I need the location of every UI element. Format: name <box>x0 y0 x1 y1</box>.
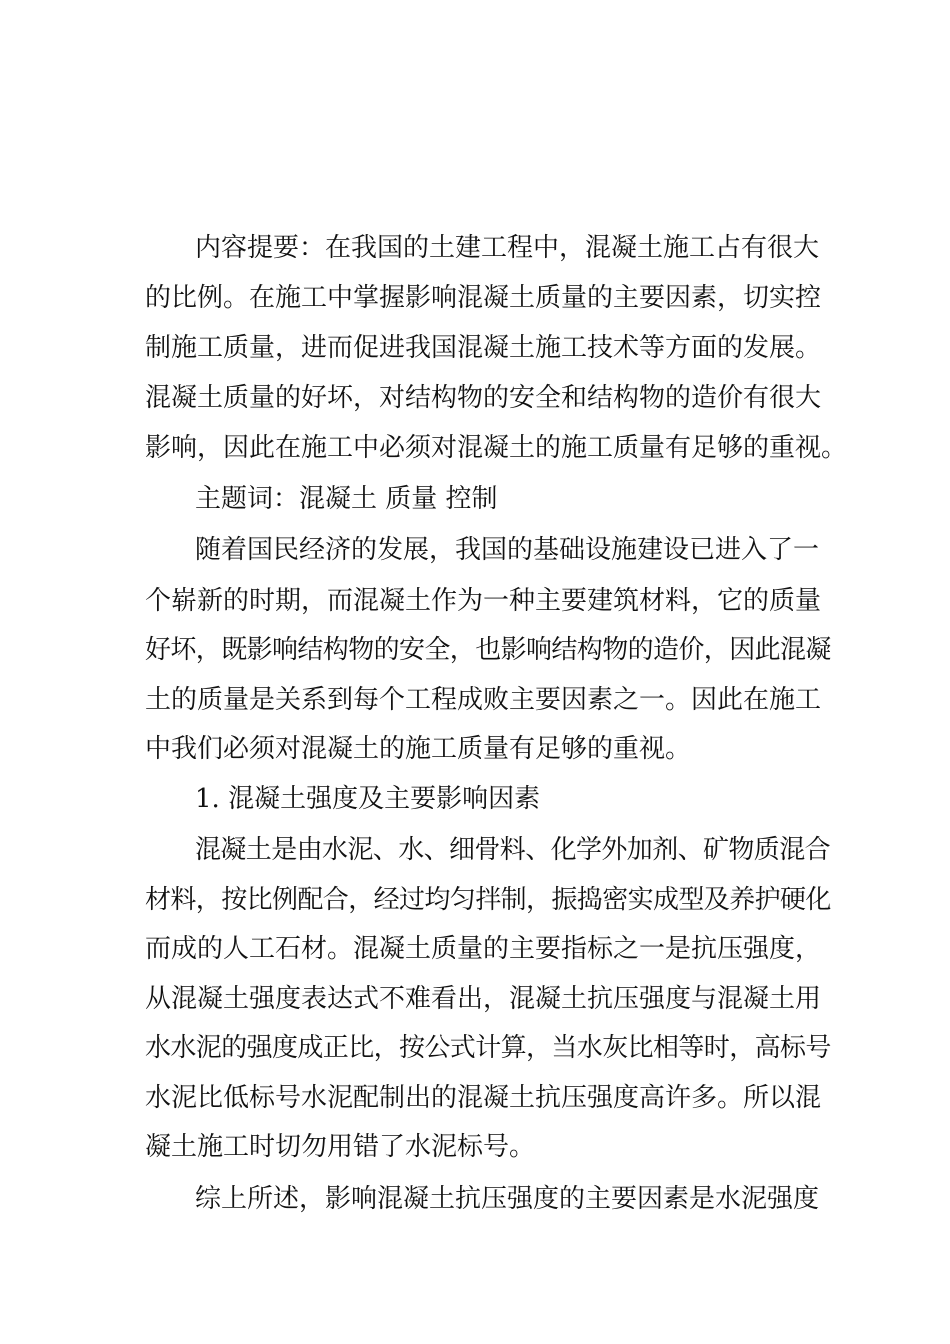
section-1-line-7: 凝土施工时切勿用错了水泥标号。 <box>145 1132 536 1162</box>
keywords-line: 主题词：混凝土 质量 控制 <box>195 484 498 514</box>
summary-line: 综上所述，影响混凝土抗压强度的主要因素是水泥强度 <box>195 1184 820 1214</box>
abstract-line-4: 混凝土质量的好坏，对结构物的安全和结构物的造价有很大 <box>145 383 822 413</box>
section-1-line-2: 材料，按比例配合，经过均匀拌制，振捣密实成型及养护硬化 <box>145 885 831 915</box>
section-1-line-6: 水泥比低标号水泥配制出的混凝土抗压强度高许多。所以混 <box>145 1083 822 1113</box>
intro-line-5: 中我们必须对混凝土的施工质量有足够的重视。 <box>145 734 692 764</box>
abstract-line-3: 制施工质量，进而促进我国混凝土施工技术等方面的发展。 <box>145 333 822 363</box>
section-1-line-4: 从混凝土强度表达式不难看出，混凝土抗压强度与混凝土用 <box>145 984 822 1014</box>
section-1-line-5: 水水泥的强度成正比，按公式计算，当水灰比相等时，高标号 <box>145 1033 831 1063</box>
section-1-line-1: 混凝土是由水泥、水、细骨料、化学外加剂、矿物质混合 <box>195 835 831 865</box>
section-1-line-3: 而成的人工石材。混凝土质量的主要指标之一是抗压强度， <box>145 934 822 964</box>
section-1-heading: 1. 混凝土强度及主要影响因素 <box>195 784 541 814</box>
intro-line-2: 个崭新的时期，而混凝土作为一种主要建筑材料，它的质量 <box>145 586 822 616</box>
abstract-line-5: 影响，因此在施工中必须对混凝土的施工质量有足够的重视。 <box>145 433 848 463</box>
intro-line-4: 土的质量是关系到每个工程成败主要因素之一。因此在施工 <box>145 685 822 715</box>
intro-line-3: 好坏，既影响结构物的安全，也影响结构物的造价，因此混凝 <box>145 635 831 665</box>
abstract-line-2: 的比例。在施工中掌握影响混凝土质量的主要因素，切实控 <box>145 283 822 313</box>
abstract-line-1: 内容提要：在我国的土建工程中，混凝土施工占有很大 <box>195 233 820 263</box>
intro-line-1: 随着国民经济的发展，我国的基础设施建设已进入了一 <box>195 535 820 565</box>
